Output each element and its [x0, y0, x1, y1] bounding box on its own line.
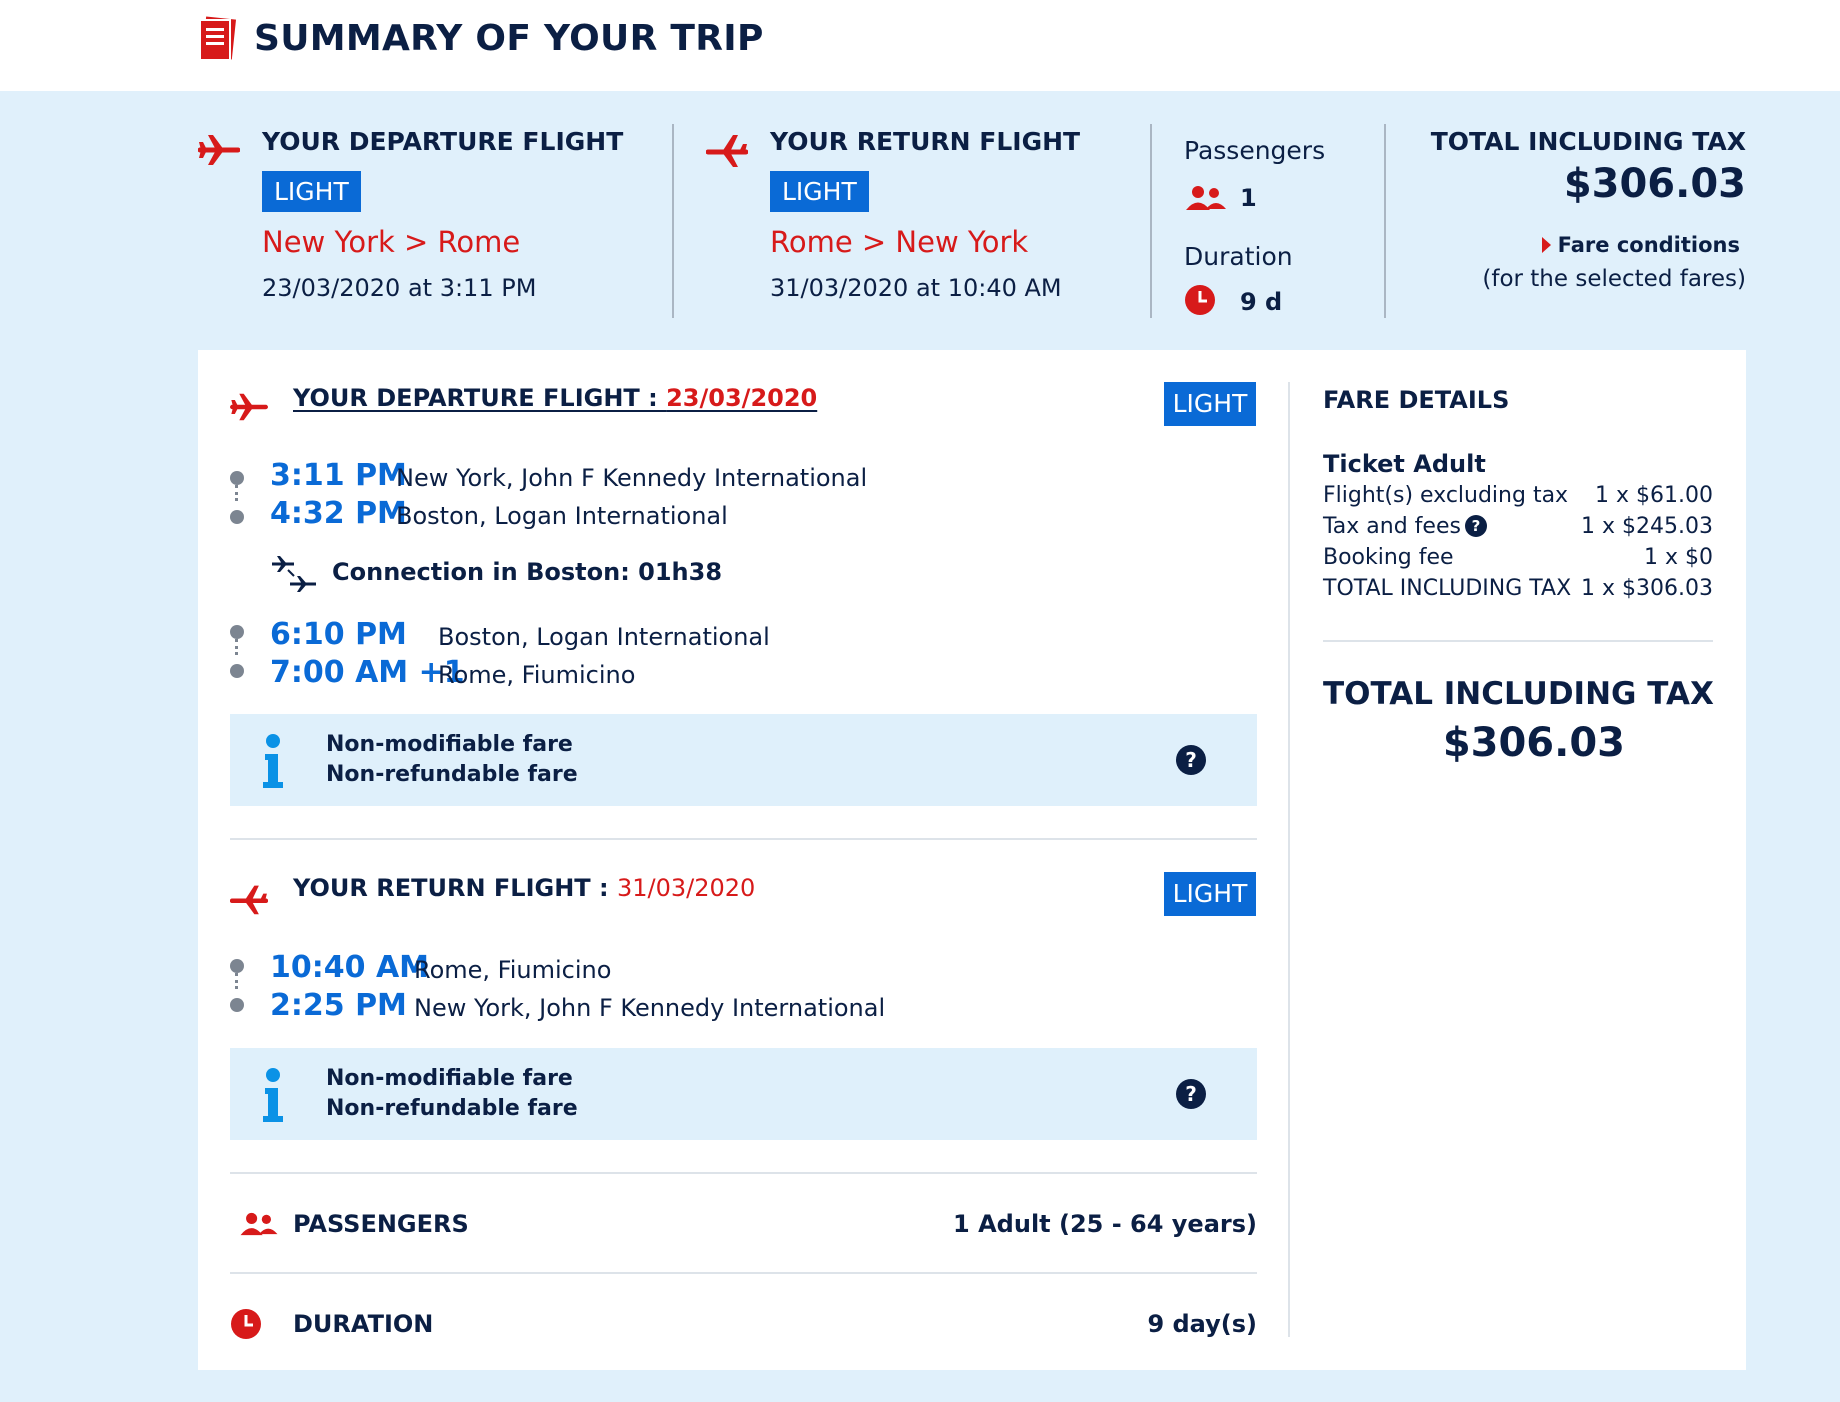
fare-info-line: Non-refundable fare: [326, 762, 578, 787]
departure-fare-badge: LIGHT: [1164, 382, 1256, 426]
fare-row-label: Booking fee: [1323, 545, 1454, 570]
fare-conditions-link[interactable]: [1540, 233, 1740, 257]
fare-info-box: [230, 714, 1257, 806]
fare-details-row: [1323, 545, 1713, 576]
help-icon[interactable]: ?: [1465, 515, 1487, 537]
timeline-dot: [230, 664, 244, 678]
plane-icon: [706, 131, 748, 169]
fare-details-row: [1323, 514, 1713, 545]
summary-total-amount: $306.03: [1563, 161, 1746, 207]
passengers-label: Passengers: [1184, 136, 1326, 165]
summary-divider: [672, 124, 674, 318]
fare-row-value: 1 x $61.00: [1595, 483, 1713, 508]
passengers-row-value: 1 Adult (25 - 64 years): [953, 1210, 1257, 1238]
timeline-line: [235, 485, 238, 501]
plane-icon: [198, 133, 240, 167]
info-icon: [260, 1068, 286, 1124]
departure-summary-heading: YOUR DEPARTURE FLIGHT: [262, 127, 624, 156]
arrival-time: 4:32 PM: [270, 496, 407, 531]
triangle-right-icon: [1540, 236, 1552, 254]
arrival-place: New York, John F Kennedy International: [414, 994, 886, 1022]
fare-row-value: 1 x $306.03: [1581, 576, 1713, 601]
timeline-dot: [230, 998, 244, 1012]
return-datetime: 31/03/2020 at 10:40 AM: [770, 274, 1062, 302]
passengers-row-label: PASSENGERS: [293, 1210, 469, 1238]
fare-details-row: [1323, 576, 1713, 607]
departure-place: New York, John F Kennedy International: [396, 464, 868, 492]
info-icon: [260, 734, 286, 790]
arrival-place: Rome, Fiumicino: [438, 661, 636, 689]
help-icon[interactable]: ?: [1176, 745, 1206, 775]
duration-row-label: DURATION: [293, 1310, 434, 1338]
page-title: SUMMARY OF YOUR TRIP: [254, 18, 764, 59]
arrival-place: Boston, Logan International: [396, 502, 728, 530]
fare-details-ticket: Ticket Adult: [1323, 450, 1486, 478]
fare-details-row: [1323, 483, 1713, 514]
fare-info-line: Non-refundable fare: [326, 1096, 578, 1121]
summary-divider: [1384, 124, 1386, 318]
fare-info-box: [230, 1048, 1257, 1140]
connection-info: Connection in Boston: 01h38: [332, 558, 723, 586]
card-divider: [1288, 382, 1290, 1337]
fare-info-line: Non-modifiable fare: [326, 732, 573, 757]
section-divider: [230, 838, 1257, 840]
help-icon[interactable]: ?: [1176, 1079, 1206, 1109]
timeline-dot: [230, 471, 244, 485]
people-icon: [1184, 185, 1228, 211]
arrival-time: 7:00 AM +1: [270, 655, 465, 690]
fare-row-label: Flight(s) excluding tax: [1323, 483, 1569, 508]
departure-time: 3:11 PM: [270, 458, 407, 493]
return-fare-badge: LIGHT: [1164, 872, 1256, 916]
departure-datetime: 23/03/2020 at 3:11 PM: [262, 274, 537, 302]
fare-row-label: Tax and fees: [1323, 514, 1461, 539]
departure-time: 6:10 PM: [270, 617, 407, 652]
fare-row-label-wrap: [1323, 514, 1487, 539]
plane-icon: [230, 882, 268, 916]
section-divider: [230, 1272, 1257, 1274]
fare-total-amount: $306.03: [1442, 720, 1625, 766]
plane-icon: [230, 392, 268, 422]
clock-icon: [230, 1308, 262, 1340]
fare-row-label: TOTAL INCLUDING TAX: [1323, 576, 1572, 601]
timeline-dot: [230, 625, 244, 639]
return-section-date: 31/03/2020: [617, 874, 756, 902]
fare-details-title: FARE DETAILS: [1323, 386, 1510, 414]
section-divider: [230, 1172, 1257, 1174]
people-icon: [238, 1212, 280, 1236]
departure-route: New York > Rome: [262, 225, 521, 259]
departure-section-title[interactable]: [293, 384, 817, 412]
passengers-count: 1: [1240, 184, 1257, 212]
return-route: Rome > New York: [770, 225, 1029, 259]
document-icon: [198, 16, 238, 64]
departure-section-title-text: YOUR DEPARTURE FLIGHT :: [293, 384, 667, 412]
fare-info-line: Non-modifiable fare: [326, 1066, 573, 1091]
arrival-time: 2:25 PM: [270, 988, 407, 1023]
fare-conditions-label: Fare conditions: [1557, 233, 1740, 257]
departure-fare-badge: LIGHT: [262, 171, 361, 212]
duration-label: Duration: [1184, 242, 1293, 271]
fare-row-value: 1 x $0: [1644, 545, 1713, 570]
timeline-dot: [230, 959, 244, 973]
clock-icon: [1184, 284, 1216, 316]
return-section-title-text: YOUR RETURN FLIGHT :: [293, 874, 617, 902]
fare-details-divider: [1323, 640, 1713, 642]
return-summary-heading: YOUR RETURN FLIGHT: [770, 127, 1081, 156]
page-header: [0, 0, 1840, 91]
fare-conditions-sub: (for the selected fares): [1482, 266, 1746, 292]
timeline-line: [235, 639, 238, 655]
duration-value: 9 d: [1240, 288, 1283, 316]
departure-time: 10:40 AM: [270, 950, 430, 985]
departure-place: Boston, Logan International: [438, 623, 770, 651]
departure-section-date: 23/03/2020: [666, 384, 818, 412]
trip-details-card: [198, 350, 1746, 1370]
return-section-title[interactable]: [293, 874, 755, 902]
departure-place: Rome, Fiumicino: [414, 956, 612, 984]
fare-row-value: 1 x $245.03: [1581, 514, 1713, 539]
summary-divider: [1150, 124, 1152, 318]
timeline-dot: [230, 510, 244, 524]
timeline-line: [235, 973, 238, 989]
fare-total-label: TOTAL INCLUDING TAX: [1323, 676, 1714, 712]
duration-row-value: 9 day(s): [1147, 1310, 1257, 1338]
connection-icon: [270, 554, 318, 596]
return-fare-badge: LIGHT: [770, 171, 869, 212]
summary-total-label: TOTAL INCLUDING TAX: [1430, 127, 1746, 156]
